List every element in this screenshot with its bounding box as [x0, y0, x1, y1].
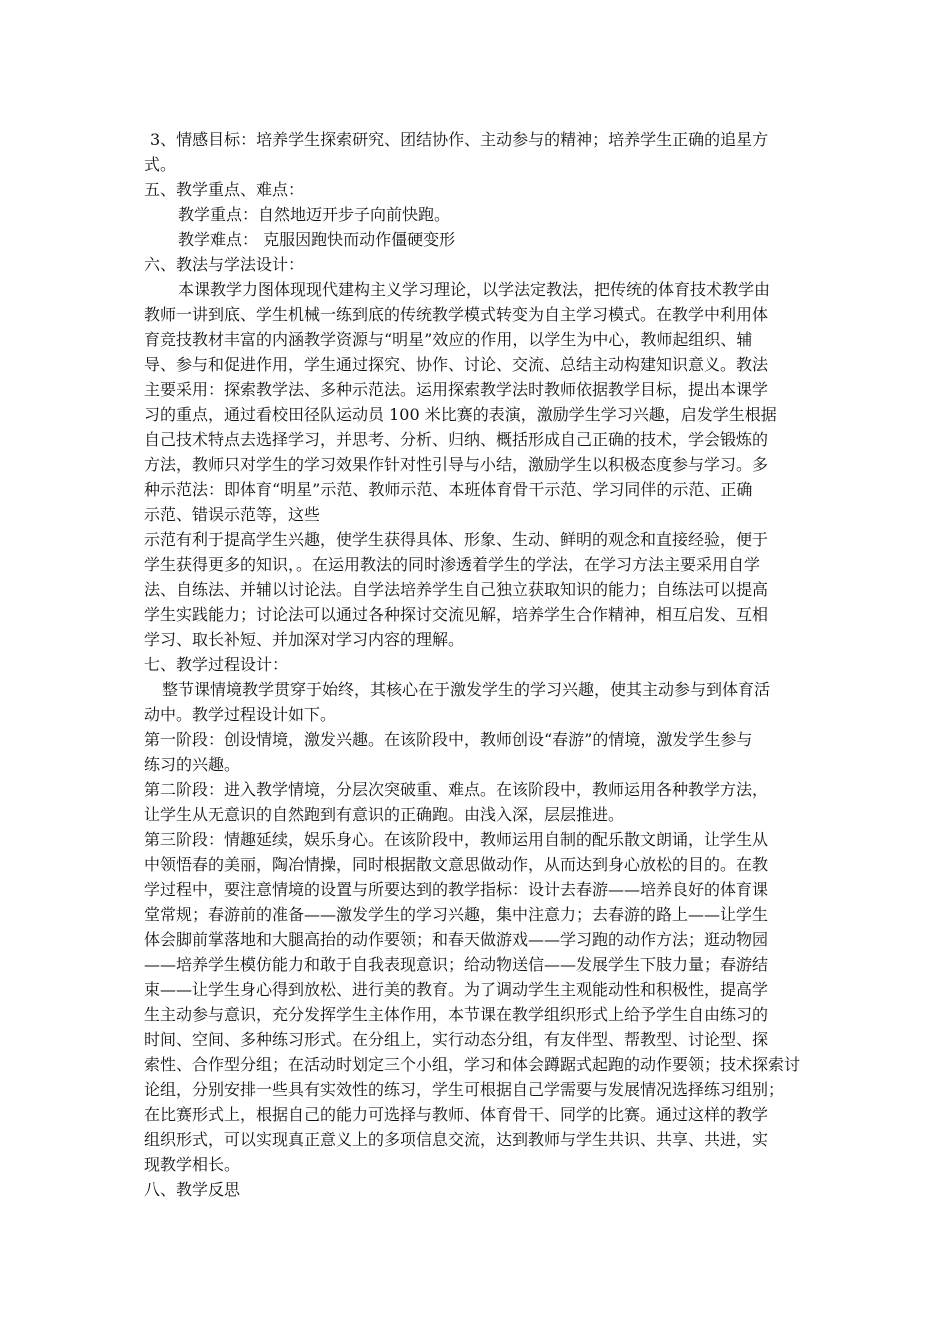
text-line: 3、情感目标：培养学生探索研究、团结协作、主动参与的精神；培养学生正确的追星方	[150, 130, 769, 149]
text-line: 时间、空间、多种练习形式。在分组上，实行动态分组，有友伴型、帮教型、讨论型、探	[144, 1030, 769, 1049]
text-line: 教师一讲到底、学生机械一练到底的传统教学模式转变为自主学习模式。在教学中利用体	[144, 305, 769, 324]
text-line: 法、自练法、并辅以讨论法。自学法培养学生自己独立获取知识的能力；自练法可以提高	[144, 580, 769, 599]
text-line: 示范有利于提高学生兴趣，使学生获得具体、形象、生动、鲜明的观念和直接经验，便于	[144, 530, 769, 549]
text-line: 本课教学力图体现现代建构主义学习理论，以学法定教法，把传统的体育技术教学由	[178, 280, 771, 299]
text-line: 体会脚前掌落地和大腿高抬的动作要领；和春天做游戏——学习跑的动作方法；逛动物园	[144, 930, 769, 949]
text-line: 束——让学生身心得到放松、进行美的教育。为了调动学生主观能动性和积极性，提高学	[144, 980, 769, 999]
text-line: 学习、取长补短、并加深对学习内容的理解。	[144, 630, 465, 649]
text-line: 学生获得更多的知识，。在运用教法的同时渗透着学生的学法，在学习方法主要采用自学	[144, 555, 761, 574]
text-line: 练习的兴趣。	[144, 755, 241, 774]
text-line: 学过程中，要注意情境的设置与所要达到的教学指标：设计去春游——培养良好的体育课	[144, 880, 769, 899]
text-line: 学生实践能力；讨论法可以通过各种探讨交流见解，培养学生合作精神，相互启发、互相	[144, 605, 769, 624]
section-heading: 五、教学重点、难点：	[144, 180, 305, 199]
section-heading: 七、教学过程设计：	[144, 655, 289, 674]
text-line: 第二阶段：进入教学情境，分层次突破重、难点。在该阶段中，教师运用各种教学方法，	[144, 780, 769, 799]
text-line: 生主动参与意识，充分发挥学生主体作用，本节课在教学组织形式上给予学生自由练习的	[144, 1005, 769, 1024]
text-line: 索性、合作型分组；在活动时划定三个小组，学习和体会蹲踞式起跑的动作要领；技术探索讨	[144, 1055, 801, 1074]
text-line: 导、参与和促进作用，学生通过探究、协作、讨论、交流、总结主动构建知识意义。教法	[144, 355, 769, 374]
text-line: 组织形式，可以实现真正意义上的多项信息交流，达到教师与学生共识、共享、共进，实	[144, 1130, 769, 1149]
text-line: 论组，分别安排一些具有实效性的练习，学生可根据自己学需要与发展情况选择练习组别；	[144, 1080, 785, 1099]
text-line: 自己技术特点去选择学习，并思考、分析、归纳、概括形成自己正确的技术，学会锻炼的	[144, 430, 769, 449]
text-line: 第三阶段：情趣延续，娱乐身心。在该阶段中，教师运用自制的配乐散文朗诵，让学生从	[144, 830, 769, 849]
text-line: 习的重点，通过看校田径队运动员 100 米比赛的表演，激励学生学习兴趣，启发学生根据	[144, 405, 777, 424]
text-line: 整节课情境教学贯穿于始终，其核心在于激发学生的学习兴趣，使其主动参与到体育活	[162, 680, 771, 699]
text-line: 示范、错误示范等，这些	[144, 505, 321, 524]
section-heading: 六、教法与学法设计：	[144, 255, 305, 274]
text-line: 教学难点： 克服因跑快而动作僵硬变形	[178, 230, 456, 249]
text-line: 中领悟春的美丽，陶冶情操，同时根据散文意思做动作，从而达到身心放松的目的。在教	[144, 855, 769, 874]
section-heading: 八、教学反思	[144, 1180, 241, 1199]
text-line: 方法，教师只对学生的学习效果作针对性引导与小结，激励学生以积极态度参与学习。多	[144, 455, 769, 474]
text-line: 主要采用：探索教学法、多种示范法。运用探索教学法时教师依据教学目标，提出本课学	[144, 380, 769, 399]
text-line: 式。	[144, 155, 177, 174]
text-line: 动中。教学过程设计如下。	[144, 705, 337, 724]
text-line: 让学生从无意识的自然跑到有意识的正确跑。由浅入深，层层推进。	[144, 805, 625, 824]
text-line: 在比赛形式上，根据自己的能力可选择与教师、体育骨干、同学的比赛。通过这样的教学	[144, 1105, 769, 1124]
text-line: 第一阶段：创设情境，激发兴趣。在该阶段中，教师创设“春游”的情境，激发学生参与	[144, 730, 753, 749]
text-line: 堂常规；春游前的准备——激发学生的学习兴趣，集中注意力；去春游的路上——让学生	[144, 905, 769, 924]
text-line: ——培养学生模仿能力和敢于自我表现意识；给动物送信——发展学生下肢力量；春游结	[144, 955, 769, 974]
text-line: 种示范法：即体育“明星”示范、教师示范、本班体育骨干示范、学习同伴的示范、正确	[144, 480, 753, 499]
text-line: 教学重点：自然地迈开步子向前快跑。	[178, 205, 451, 224]
text-line: 育竞技教材丰富的内涵教学资源与“明星”效应的作用，以学生为中心，教师起组织、辅	[144, 330, 753, 349]
text-line: 现教学相长。	[144, 1155, 241, 1174]
